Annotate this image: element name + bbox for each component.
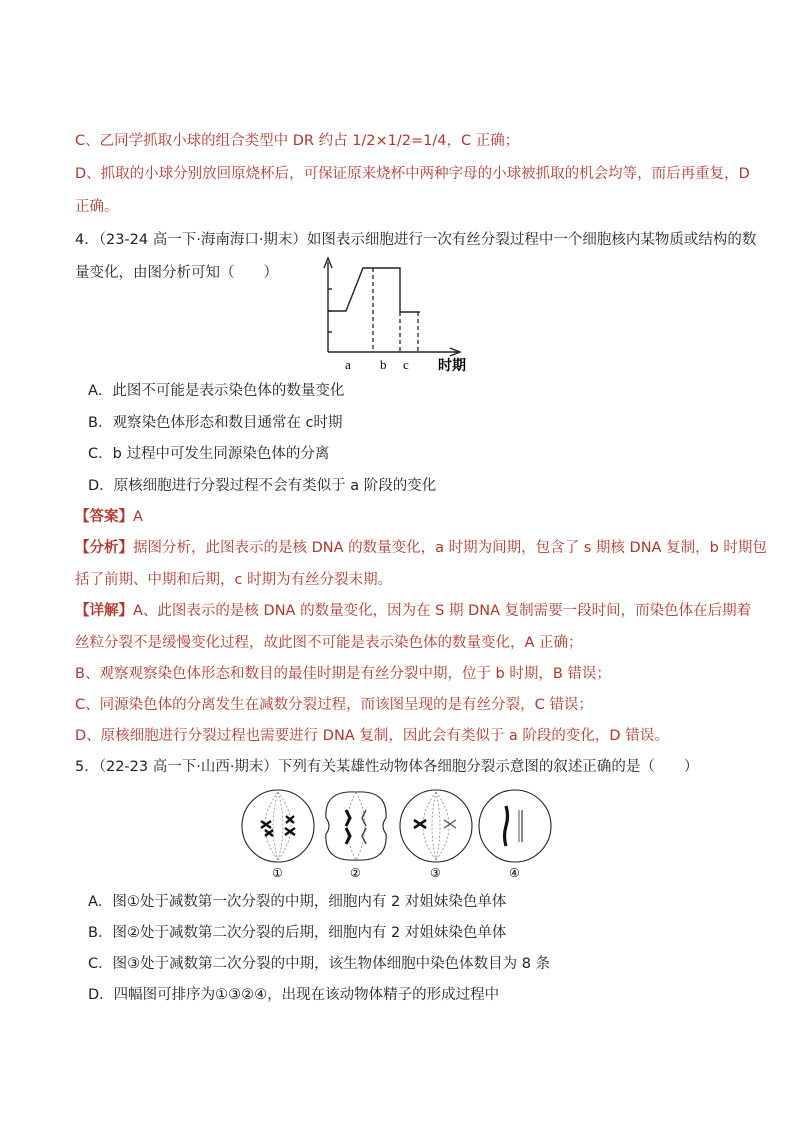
explain-c: C、乙同学抓取小球的组合类型中 DR 约占 1/2×1/2=1/4，C 正确； bbox=[75, 133, 520, 149]
graph-label-c: c bbox=[403, 357, 409, 372]
q4-option-a[interactable]: A．此图不可能是表示染色体的数量变化 bbox=[88, 383, 345, 399]
cell-4 bbox=[479, 790, 551, 862]
q4-stem-line1: 4．（23-24 高一下·海南海口·期末）如图表示细胞进行一次有丝分裂过程中一个细胞核内某物质或结构的数 bbox=[75, 232, 757, 248]
graph-x-title: 时期 bbox=[438, 358, 466, 374]
cell-division-diagrams bbox=[238, 788, 558, 880]
q4-detail-line4: C、同源染色体的分离发生在减数分裂过程，而该图呈现的是有丝分裂，C 错误； bbox=[75, 697, 593, 713]
cell-2 bbox=[326, 792, 386, 860]
explain-d-line2: 正确。 bbox=[75, 199, 119, 215]
q5-option-b[interactable]: B．图②处于减数第二次分裂的后期，细胞内有 2 对姐妹染色单体 bbox=[88, 925, 507, 941]
q4-detail-line1 bbox=[75, 601, 751, 621]
cell-label-2: ② bbox=[350, 866, 361, 880]
graph-label-a: a bbox=[345, 357, 351, 372]
analysis-tag: 【分析】 bbox=[75, 540, 133, 556]
q4-detail-line5: D、原核细胞进行分裂过程也需要进行 DNA 复制，因此会有类似于 a 阶段的变化，D 错误。 bbox=[75, 728, 669, 744]
answer-value: A bbox=[133, 509, 143, 525]
q5-option-c[interactable]: C．图③处于减数第二次分裂的中期，该生物体细胞中染色体数目为 8 条 bbox=[88, 956, 551, 972]
q4-answer bbox=[75, 507, 143, 527]
q4-option-c[interactable]: C．b 过程中可发生同源染色体的分离 bbox=[88, 446, 330, 462]
cell-label-4: ④ bbox=[509, 866, 520, 880]
q4-detail-line3: B、观察观察染色体形态和数目的最佳时期是有丝分裂中期，位于 b 时期，B 错误； bbox=[75, 666, 611, 682]
graph-label-b: b bbox=[380, 357, 387, 372]
detail-tag: 【详解】 bbox=[75, 603, 133, 619]
cell-label-1: ① bbox=[272, 866, 283, 880]
answer-tag: 【答案】 bbox=[75, 509, 133, 525]
q4-stem-line2: 量变化，由图分析可知（ ） bbox=[75, 265, 278, 281]
cell-label-3: ③ bbox=[430, 866, 441, 880]
graph-curve bbox=[328, 268, 420, 312]
q4-option-b[interactable]: B．观察染色体形态和数目通常在 c时期 bbox=[88, 415, 343, 431]
explain-d-line1: D、抓取的小球分别放回原烧杯后，可保证原来烧杯中两种字母的小球被抓取的机会均等，而后再重复，D bbox=[75, 166, 750, 182]
q4-detail-line2: 丝粒分裂不是缓慢变化过程，故此图不可能是表示染色体的数量变化，A 正确； bbox=[75, 635, 583, 651]
cell-1 bbox=[242, 790, 314, 862]
analysis-text-1: 据图分析，此图表示的是核 DNA 的数量变化，a 时期为间期，包含了 s 期核 DNA 复制，b 时期包 bbox=[133, 540, 767, 556]
q5-option-d[interactable]: D．四幅图可排序为①③②④，出现在该动物体精子的形成过程中 bbox=[88, 987, 500, 1003]
q4-analysis-line1 bbox=[75, 538, 767, 558]
q4-analysis-line2: 括了前期、中期和后期，c 时期为有丝分裂末期。 bbox=[75, 572, 393, 588]
cell-3 bbox=[400, 790, 472, 862]
q4-option-d[interactable]: D．原核细胞进行分裂过程不会有类似于 a 阶段的变化 bbox=[88, 478, 437, 494]
detail-text-1: A、此图表示的是核 DNA 的数量变化，因为在 S 期 DNA 复制需要一段时间，而染色体在后期着 bbox=[133, 603, 752, 619]
q5-option-a[interactable]: A．图①处于减数第一次分裂的中期，细胞内有 2 对姐妹染色单体 bbox=[88, 894, 507, 910]
q5-stem: 5．（22-23 高一下·山西·期末）下列有关某雄性动物体各细胞分裂示意图的叙述正确的是（ ） bbox=[75, 759, 699, 775]
dna-content-graph bbox=[318, 252, 478, 377]
